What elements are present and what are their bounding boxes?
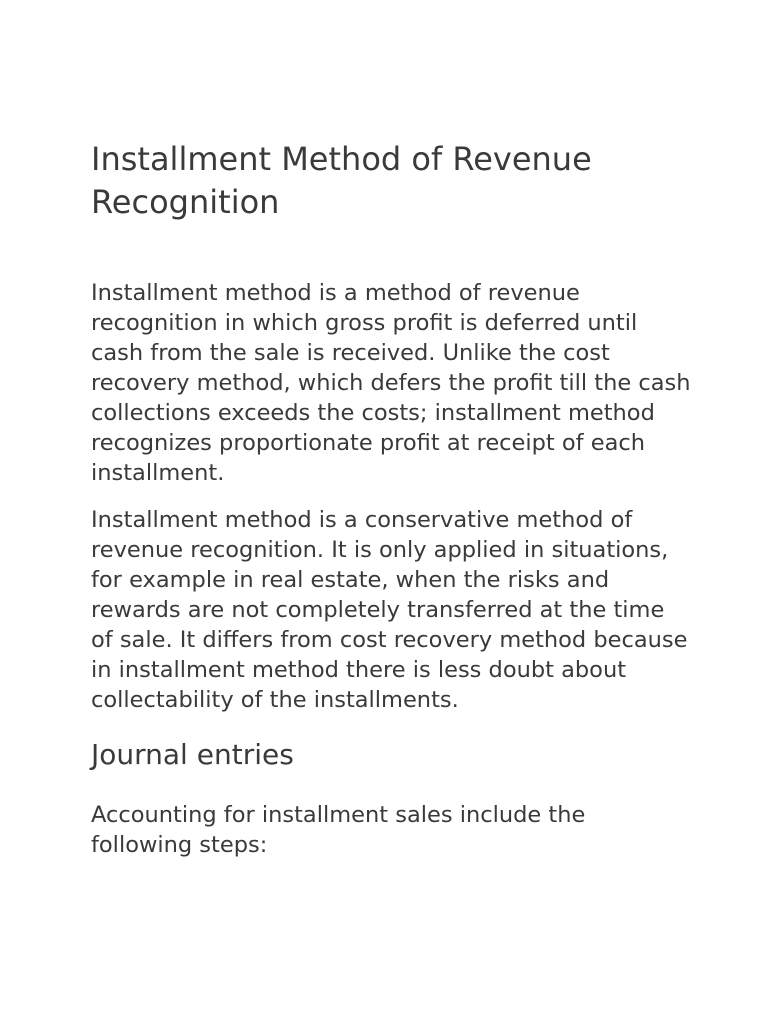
intro-paragraph: Installment method is a method of revenue recognition in which gross profit is deferred until cash from the sale is received. Unlike the cost recovery method, which defers the profit till the cash collections exceeds the costs; installment method recognizes proportionate profit at receipt of each installment. — [91, 280, 691, 486]
document-title: Installment Method of Revenue Recognition — [91, 140, 592, 221]
section-paragraph: Accounting for installment sales include the following steps: — [91, 802, 586, 858]
document-page — [91, 138, 691, 860]
section-heading-journal-entries: Journal entries — [91, 738, 294, 771]
conservative-method-paragraph: Installment method is a conservative method of revenue recognition. It is only applied in situations, for example in real estate, when the risks and rewards are not completely transferred at the time of sale. It differs from cost recovery method because in installment method there is less doubt about collectability of the installments. — [91, 507, 688, 713]
